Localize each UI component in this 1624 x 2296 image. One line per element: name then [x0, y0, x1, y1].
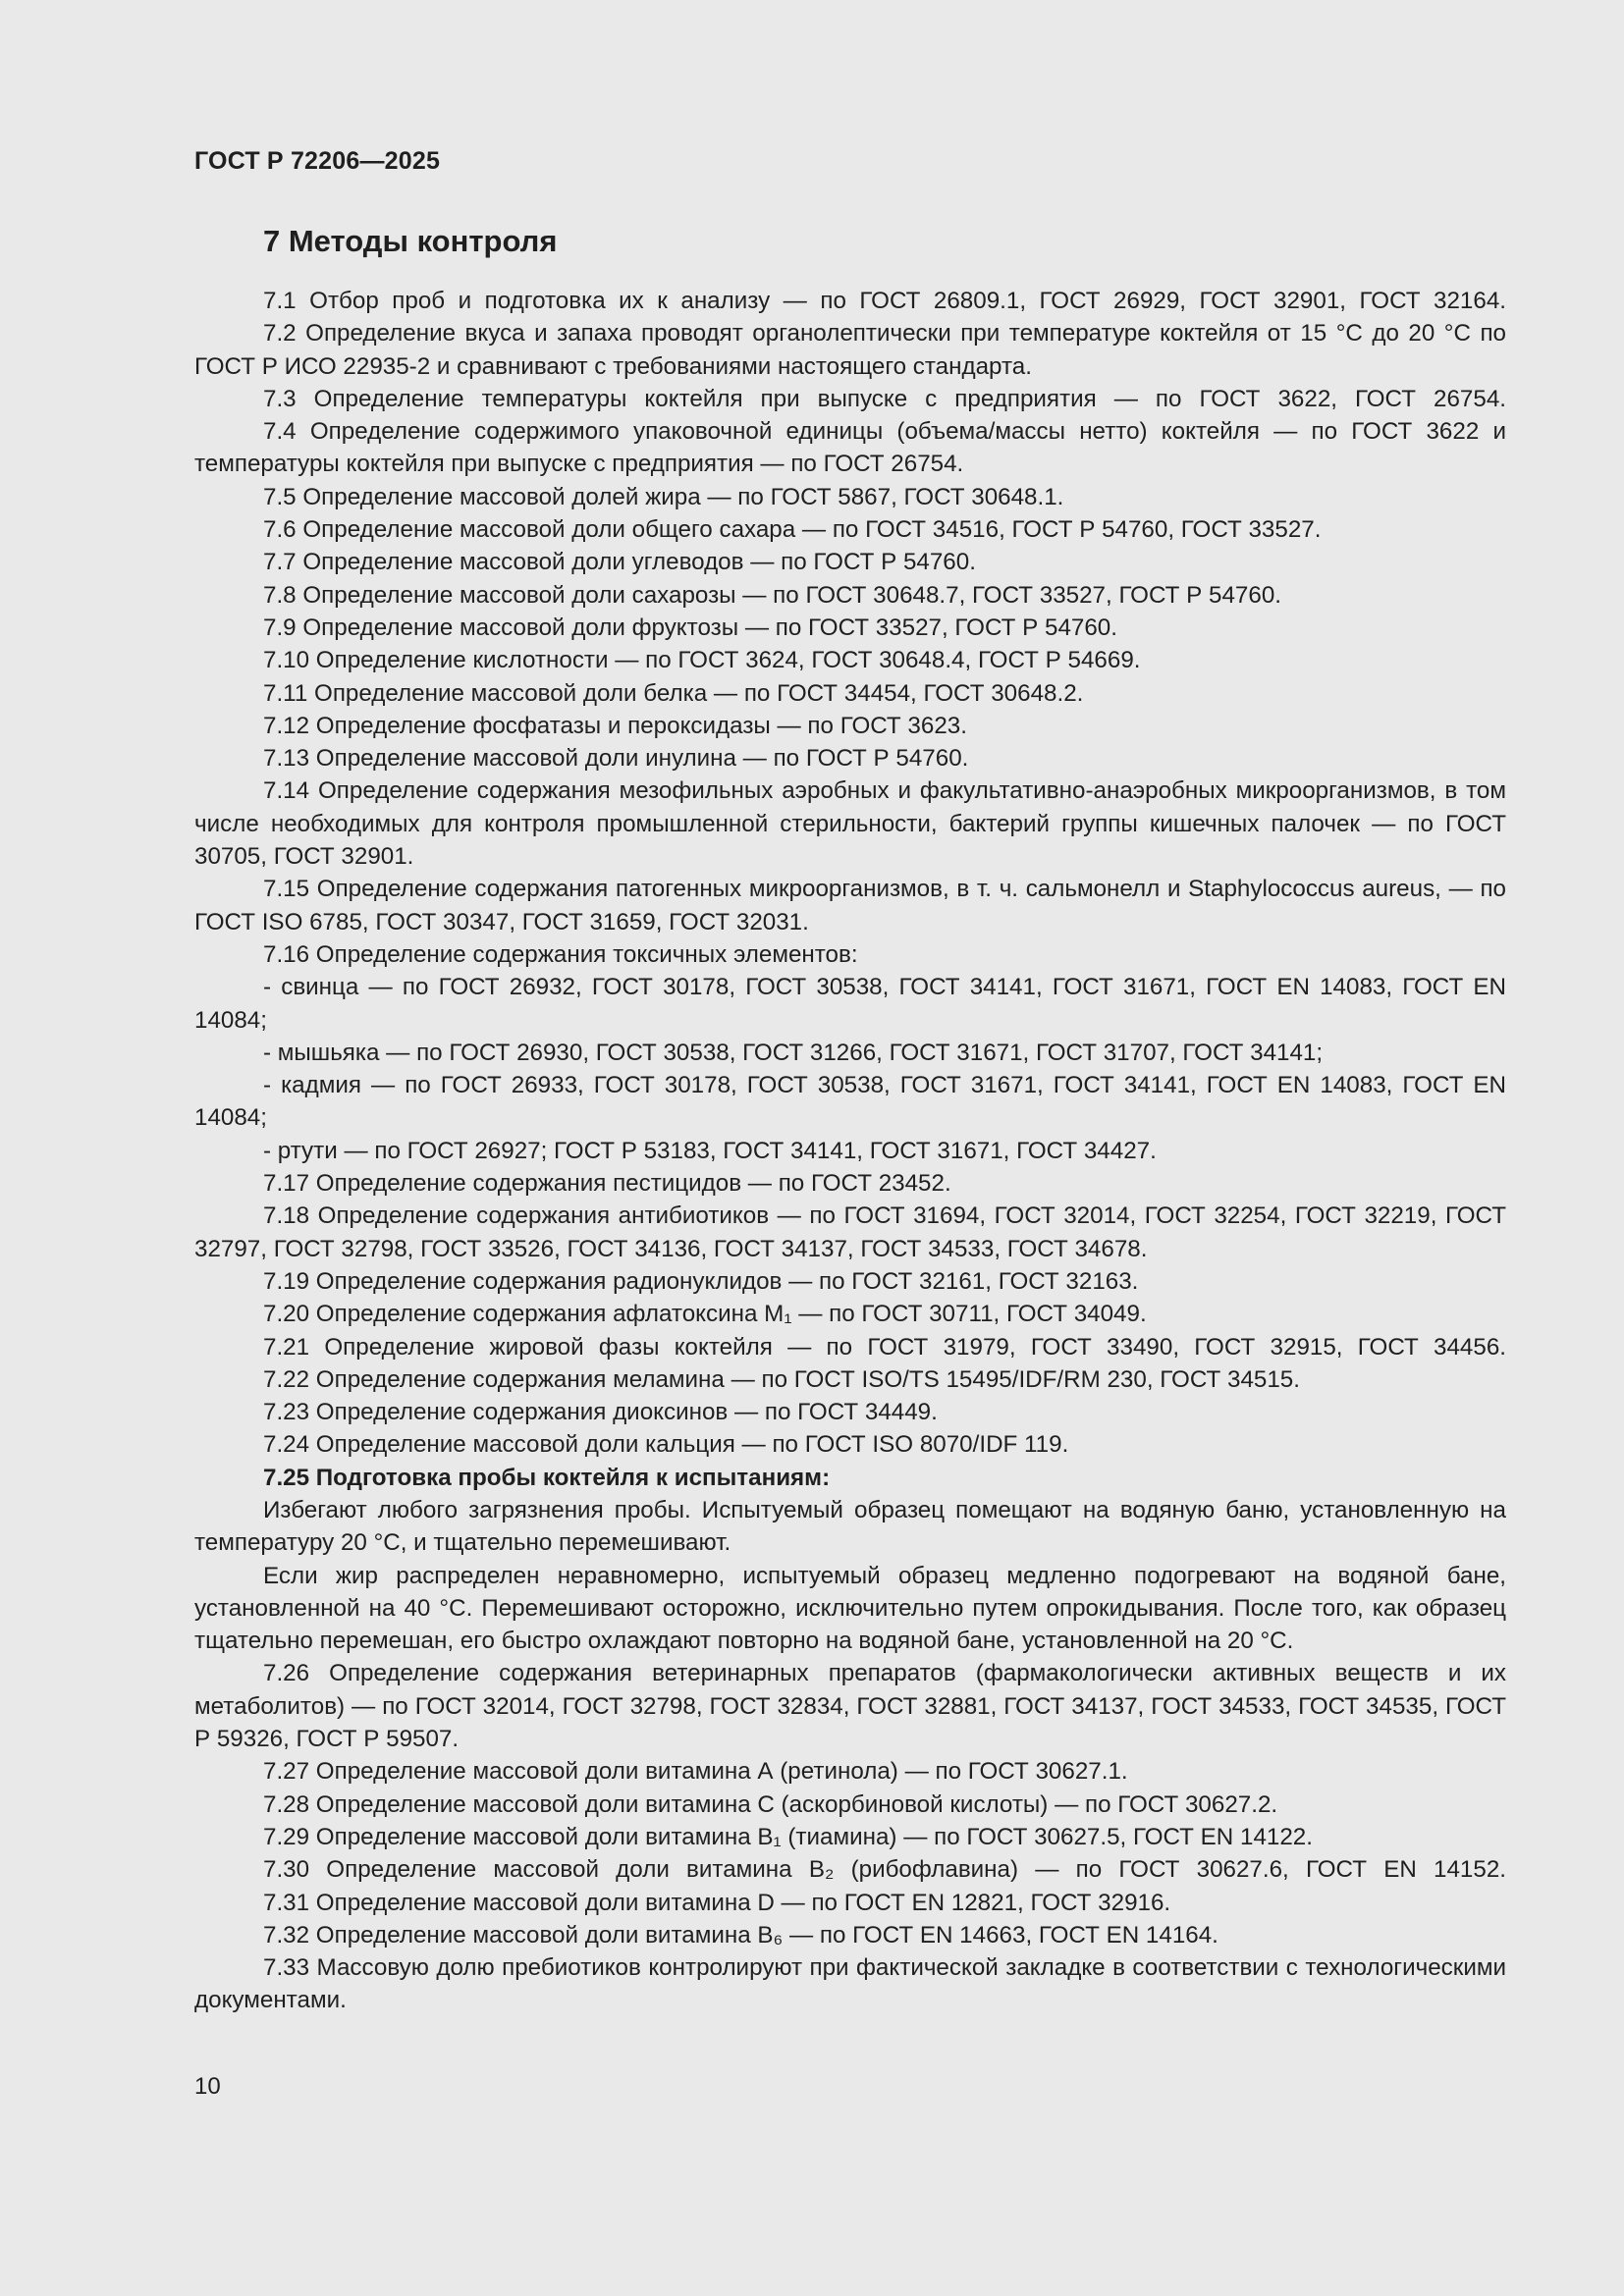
paragraph-7-33: 7.33 Массовую долю пребиотиков контролируют при фактической закладке в соответствии с технологическими документами. — [194, 1954, 1506, 2014]
paragraph-7-18: 7.18 Определение содержания антибиотиков — по ГОСТ 31694, ГОСТ 32014, ГОСТ 32254, ГОСТ 32219, ГОСТ 32797, ГОСТ 32798, ГОСТ 33526, ГОСТ 34136, ГОСТ 34137, ГОСТ 34533, ГОСТ 34678. — [194, 1202, 1506, 1262]
list-item-arsenic: - мышьяка — по ГОСТ 26930, ГОСТ 30538, ГОСТ 31266, ГОСТ 31671, ГОСТ 31707, ГОСТ 34141; — [263, 1039, 1324, 1066]
paragraph-7-7: 7.7 Определение массовой доли углеводов — по ГОСТ Р 54760. — [263, 549, 976, 576]
paragraph-7-14: 7.14 Определение содержания мезофильных аэробных и факультативно-анаэробных микроорганизмов, в том числе необходимых для контроля промышленной стерильности, бактерий группы кишечных палочек — по ГОСТ 30705, ГОСТ 32901. — [194, 777, 1506, 871]
paragraph-7-30: 7.30 Определение массовой доли витамина В₂ (рибофлавина) — по ГОСТ 30627.6, ГОСТ EN 14152. — [263, 1856, 1506, 1884]
paragraph-7-27: 7.27 Определение массовой доли витамина А (ретинола) — по ГОСТ 30627.1. — [263, 1758, 1128, 1786]
paragraph-7-21: 7.21 Определение жировой фазы коктейля — по ГОСТ 31979, ГОСТ 33490, ГОСТ 32915, ГОСТ 34456. — [263, 1333, 1506, 1361]
standard-id: ГОСТ Р 72206—2025 — [194, 147, 441, 175]
paragraph-7-16: 7.16 Определение содержания токсичных элементов: — [263, 940, 858, 968]
paragraph-7-8: 7.8 Определение массовой доли сахарозы — по ГОСТ 30648.7, ГОСТ 33527, ГОСТ Р 54760. — [263, 581, 1281, 609]
paragraph-7-25-heading: 7.25 Подготовка пробы коктейля к испытаниям: — [263, 1464, 831, 1491]
paragraph-7-24: 7.24 Определение массовой доли кальция — по ГОСТ ISO 8070/IDF 119. — [263, 1431, 1069, 1459]
paragraph-7-31: 7.31 Определение массовой доли витамина D — по ГОСТ EN 12821, ГОСТ 32916. — [263, 1889, 1171, 1916]
paragraph-7-17: 7.17 Определение содержания пестицидов — по ГОСТ 23452. — [263, 1170, 951, 1198]
section-title: 7 Методы контроля — [263, 224, 558, 258]
paragraph-7-6: 7.6 Определение массовой доли общего сахара — по ГОСТ 34516, ГОСТ Р 54760, ГОСТ 33527. — [263, 516, 1322, 544]
paragraph-7-23: 7.23 Определение содержания диоксинов — по ГОСТ 34449. — [263, 1399, 938, 1426]
paragraph-7-2: 7.2 Определение вкуса и запаха проводят органолептически при температуре коктейля от 15 °С до 20 °С по ГОСТ Р ИСО 22935-2 и сравнивают с требованиями настоящего стандарта. — [194, 320, 1506, 380]
paragraph-7-11: 7.11 Определение массовой доли белка — по ГОСТ 34454, ГОСТ 30648.2. — [263, 679, 1084, 707]
paragraph-7-13: 7.13 Определение массовой доли инулина — по ГОСТ Р 54760. — [263, 745, 969, 773]
paragraph-7-1: 7.1 Отбор проб и подготовка их к анализу — по ГОСТ 26809.1, ГОСТ 26929, ГОСТ 32901, ГОСТ 32164. — [263, 288, 1506, 314]
paragraph-7-19: 7.19 Определение содержания радионуклидов — по ГОСТ 32161, ГОСТ 32163. — [263, 1267, 1139, 1295]
paragraph-7-29: 7.29 Определение массовой доли витамина В₁ (тиамина) — по ГОСТ 30627.5, ГОСТ EN 14122. — [263, 1823, 1313, 1850]
page-number: 10 — [194, 2073, 221, 2100]
paragraph-7-15: 7.15 Определение содержания патогенных микроорганизмов, в т. ч. сальмонелл и Staphylococcus aureus, — по ГОСТ ISO 6785, ГОСТ 30347, ГОСТ 31659, ГОСТ 32031. — [194, 876, 1506, 935]
list-item-lead: - свинца — по ГОСТ 26932, ГОСТ 30178, ГОСТ 30538, ГОСТ 34141, ГОСТ 31671, ГОСТ EN 14083, ГОСТ EN 14084; — [194, 974, 1506, 1034]
paragraph-7-22: 7.22 Определение содержания меламина — по ГОСТ ISO/TS 15495/IDF/RM 230, ГОСТ 34515. — [263, 1365, 1300, 1393]
paragraph-7-32: 7.32 Определение массовой доли витамина В₆ — по ГОСТ EN 14663, ГОСТ EN 14164. — [263, 1921, 1218, 1949]
paragraph-7-12: 7.12 Определение фосфатазы и пероксидазы — по ГОСТ 3623. — [263, 712, 967, 739]
paragraph-7-3: 7.3 Определение температуры коктейля при выпуске с предприятия — по ГОСТ 3622, ГОСТ 26754. — [263, 385, 1506, 412]
paragraph-7-25-text-2: Если жир распределен неравномерно, испытуемый образец медленно подогревают на водяной бане, установленной на 40 °С. Перемешивают осторожно, исключительно путем опрокидывания. После того, как образец тщательно перемешан, его быстро охлаждают повторно на водяной бане, установленной на 20 °С. — [194, 1562, 1506, 1655]
paragraph-7-9: 7.9 Определение массовой доли фруктозы — по ГОСТ 33527, ГОСТ Р 54760. — [263, 614, 1117, 641]
list-item-mercury: - ртути — по ГОСТ 26927; ГОСТ Р 53183, ГОСТ 34141, ГОСТ 31671, ГОСТ 34427. — [263, 1137, 1157, 1164]
paragraph-7-5: 7.5 Определение массовой долей жира — по ГОСТ 5867, ГОСТ 30648.1. — [263, 483, 1064, 510]
paragraph-7-4: 7.4 Определение содержимого упаковочной единицы (объема/массы нетто) коктейля — по ГОСТ 3622 и температуры коктейля при выпуске с предприятия — по ГОСТ 26754. — [194, 418, 1506, 478]
paragraph-7-10: 7.10 Определение кислотности — по ГОСТ 3624, ГОСТ 30648.4, ГОСТ Р 54669. — [263, 647, 1141, 674]
list-item-cadmium: - кадмия — по ГОСТ 26933, ГОСТ 30178, ГОСТ 30538, ГОСТ 31671, ГОСТ 34141, ГОСТ EN 14083, ГОСТ EN 14084; — [194, 1072, 1506, 1132]
section-body — [194, 285, 1506, 2017]
paragraph-7-25-text-1: Избегают любого загрязнения пробы. Испытуемый образец помещают на водяную баню, установленную на температуру 20 °С, и тщательно перемешивают. — [194, 1496, 1506, 1557]
paragraph-7-26: 7.26 Определение содержания ветеринарных препаратов (фармакологически активных веществ и их метаболитов) — по ГОСТ 32014, ГОСТ 32798, ГОСТ 32834, ГОСТ 32881, ГОСТ 34137, ГОСТ 34533, ГОСТ 34535, ГОСТ Р 59326, ГОСТ Р 59507. — [194, 1660, 1506, 1753]
paragraph-7-20: 7.20 Определение содержания афлатоксина М₁ — по ГОСТ 30711, ГОСТ 34049. — [263, 1301, 1147, 1328]
paragraph-7-28: 7.28 Определение массовой доли витамина С (аскорбиновой кислоты) — по ГОСТ 30627.2. — [263, 1790, 1278, 1818]
